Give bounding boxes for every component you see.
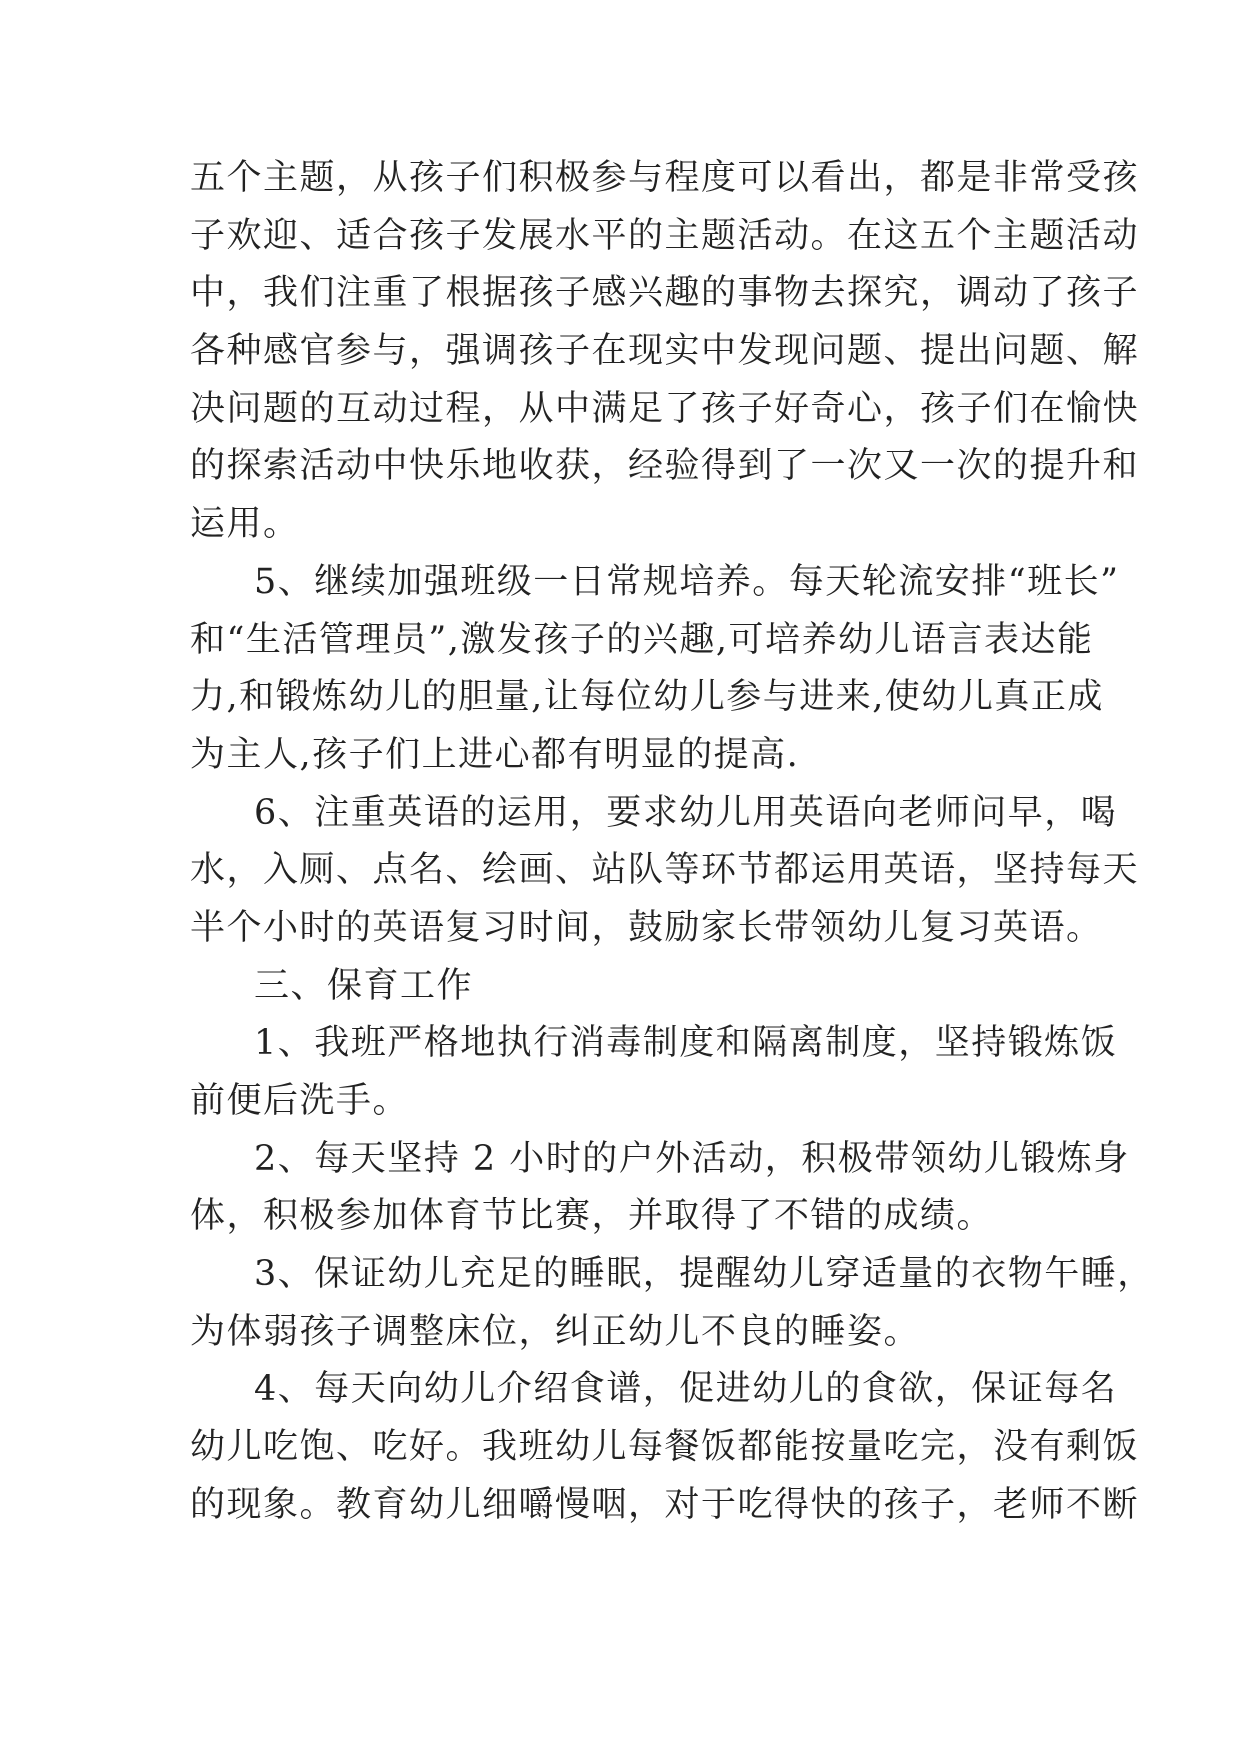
- paragraph-start-line: 2、每天坚持 2 小时的户外活动，积极带领幼儿锻炼身: [254, 1138, 1130, 1179]
- paragraph-start-line: 3、保证幼儿充足的睡眠，提醒幼儿穿适量的衣物午睡，: [254, 1254, 1154, 1295]
- text-line: 决问题的互动过程，从中满足了孩子好奇心，孩子们在愉快: [190, 388, 1140, 429]
- text-line: 为体弱孩子调整床位，纠正幼儿不良的睡姿。: [190, 1311, 921, 1352]
- text-line: 幼儿吃饱、吃好。我班幼儿每餐饭都能按量吃完，没有剩饭: [190, 1427, 1140, 1468]
- text-line: 中，我们注重了根据孩子感兴趣的事物去探究，调动了孩子: [190, 273, 1140, 314]
- text-line: 前便后洗手。: [190, 1081, 410, 1121]
- text-line: 半个小时的英语复习时间，鼓励家长带领幼儿复习英语。: [190, 907, 1103, 948]
- text-line: 水，入厕、点名、绘画、站队等环节都运用英语，坚持每天: [190, 850, 1140, 891]
- section-heading: 三、保育工作: [254, 965, 474, 1006]
- paragraph-start-line: 4、每天向幼儿介绍食谱，促进幼儿的食欲，保证每名: [254, 1369, 1118, 1410]
- text-line: 力,和锻炼幼儿的胆量,让每位幼儿参与进来,使幼儿真正成: [190, 677, 1104, 718]
- paragraph-start-line: 1、我班严格地执行消毒制度和隔离制度，坚持锻炼饭: [254, 1023, 1118, 1064]
- text-line: 的现象。教育幼儿细嚼慢咽，对于吃得快的孩子，老师不断: [190, 1484, 1140, 1525]
- text-line: 各种感官参与，强调孩子在现实中发现问题、提出问题、解: [190, 331, 1140, 372]
- text-line: 运用。: [190, 504, 300, 545]
- text-line: 五个主题，从孩子们积极参与程度可以看出，都是非常受孩: [190, 158, 1140, 198]
- text-line: 为主人,孩子们上进心都有明显的提高.: [190, 734, 800, 775]
- paragraph-start-line: 5、继续加强班级一日常规培养。每天轮流安排“班长”: [254, 561, 1120, 602]
- text-line: 和“生活管理员”,激发孩子的兴趣,可培养幼儿语言表达能: [190, 619, 1094, 660]
- paragraph-start-line: 6、注重英语的运用，要求幼儿用英语向老师问早，喝: [254, 792, 1118, 833]
- text-line: 体，积极参加体育节比赛，并取得了不错的成绩。: [190, 1196, 994, 1237]
- body-text: [190, 150, 1154, 1535]
- text-line: 子欢迎、适合孩子发展水平的主题活动。在这五个主题活动: [190, 215, 1140, 256]
- text-line: 的探索活动中快乐地收获，经验得到了一次又一次的提升和: [190, 446, 1140, 487]
